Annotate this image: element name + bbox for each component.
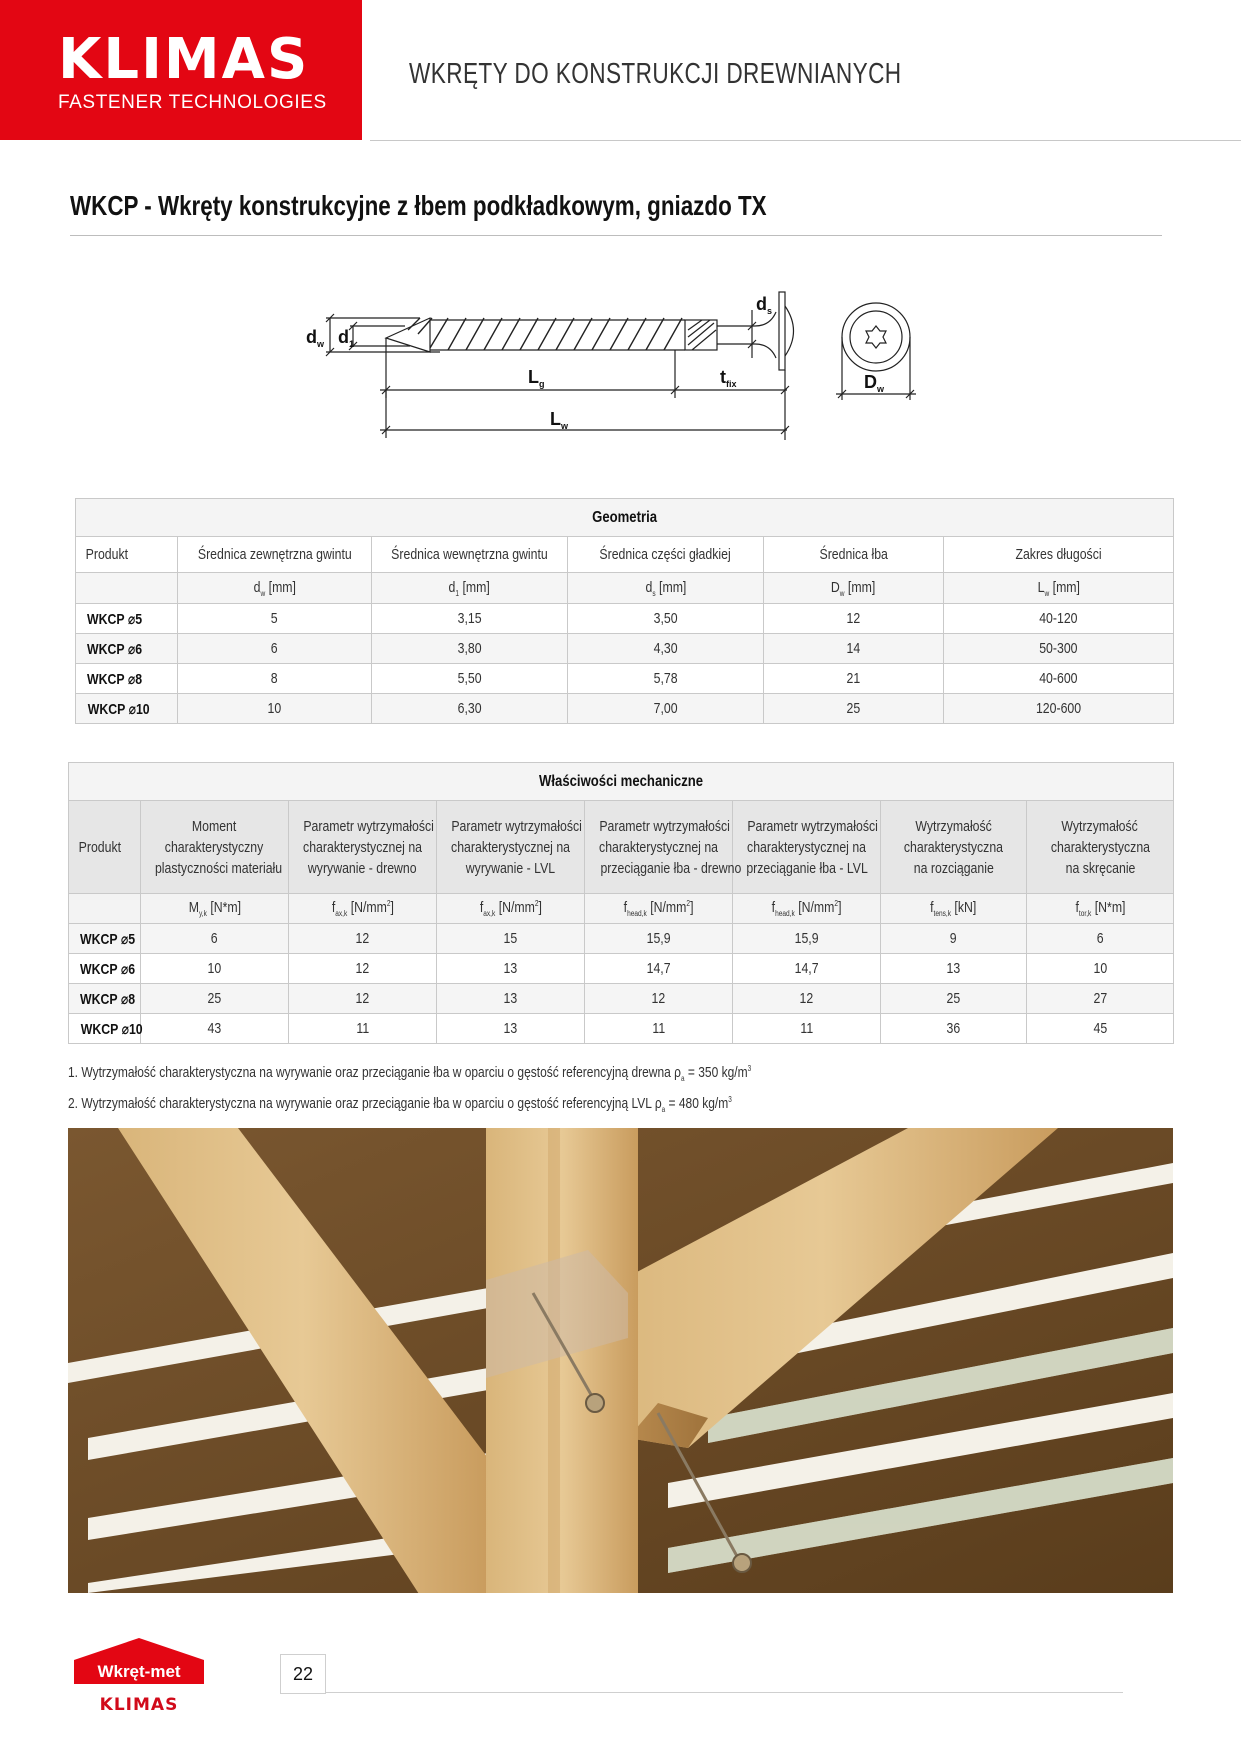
table-row: [69, 1014, 1174, 1044]
label-lg: $L_g$: [528, 367, 545, 389]
footnotes: [68, 1058, 922, 1120]
unit-label: $f_{tor,k}$ [N*m]: [1075, 899, 1126, 918]
cell-value: 13: [503, 990, 518, 1007]
column-header: Parametr wytrzymałości charakterystycznej na wyrywanie - drewno: [289, 801, 437, 894]
cell-value: 10: [207, 960, 222, 977]
product-name: WKCP ⌀5: [87, 610, 143, 628]
label-tfix: $t_{fix}$: [720, 367, 737, 389]
geometry-unit-row: [76, 573, 1174, 604]
table-row: [76, 634, 1174, 664]
klimas-logo: KLIMAS: [58, 27, 310, 92]
column-header: Moment charakterystyczny plastyczności materiału: [141, 801, 289, 894]
unit-label: $f_{ax,k}$ $[N/mm^2]$: [479, 899, 542, 918]
column-header: Średnica zewnętrzna gwintu: [197, 546, 352, 563]
label-ds: $d_s$: [756, 294, 773, 316]
product-name: WKCP ⌀10: [87, 700, 150, 718]
page-header-title: WKRĘTY DO KONSTRUKCJI DREWNIANYCH: [409, 58, 902, 90]
label-Dw: $D_w$: [864, 372, 885, 394]
cell-value: 27: [1093, 990, 1107, 1007]
table-row: [76, 694, 1174, 724]
cell-value: 43: [207, 1020, 222, 1037]
cell-value: 11: [652, 1020, 665, 1037]
brand-header-block: [0, 0, 362, 140]
column-header: Wytrzymałość charakterystyczna na skręcanie: [1027, 801, 1174, 894]
product-name: WKCP ⌀8: [87, 670, 143, 688]
mechanical-properties-table: [68, 762, 1174, 1044]
table-row: [76, 604, 1174, 634]
unit-label: $M_{y,k}$ [N*m]: [188, 899, 241, 918]
cell-value: 14,7: [794, 960, 819, 977]
cell-value: 25: [207, 990, 222, 1007]
column-header: Zakres długości: [1015, 546, 1102, 563]
brand-tagline: FASTENER TECHNOLOGIES: [58, 92, 327, 113]
cell-value: 21: [846, 670, 861, 687]
cell-value: 5,50: [457, 670, 482, 687]
geometry-table: [75, 498, 1174, 724]
unit-label: $d_w$ [mm]: [253, 578, 296, 598]
unit-label: $f_{ax,k}$ $[N/mm^2]$: [331, 899, 394, 918]
cell-value: 10: [1093, 960, 1107, 977]
unit-label: $d_s$ [mm]: [645, 578, 686, 598]
label-lw: $L_w$: [550, 409, 569, 431]
cell-value: 3,15: [457, 610, 482, 627]
cell-value: 13: [503, 960, 518, 977]
cell-value: 11: [800, 1020, 813, 1037]
footer-divider: [325, 1692, 1123, 1693]
cell-value: 15: [503, 930, 518, 947]
cell-value: 10: [267, 700, 282, 717]
footnote-1: 1. Wytrzymałość charakterystyczna na wyrywanie oraz przeciąganie łba w oparciu o gęstość referencyjną drewna $\rho_a = 350$ $kg/m^3$: [68, 1064, 752, 1083]
cell-value: 13: [503, 1020, 518, 1037]
label-d1: $d_1$: [338, 327, 355, 349]
column-header: Produkt: [78, 838, 122, 856]
cell-value: 6,30: [457, 700, 482, 717]
geometry-header-row: [76, 537, 1174, 573]
table-row: [76, 664, 1174, 694]
unit-label: $f_{head,k}$ $[N/mm^2]$: [771, 899, 842, 918]
page-number: 22: [280, 1654, 326, 1694]
product-name: WKCP ⌀5: [80, 930, 136, 948]
table-row: [69, 924, 1174, 954]
cell-value: 12: [355, 990, 370, 1007]
header-divider: [370, 140, 1241, 141]
column-header: Średnica części gładkiej: [599, 546, 732, 563]
cell-value: 13: [946, 960, 961, 977]
product-name: WKCP ⌀8: [80, 990, 136, 1008]
cell-value: 5,78: [653, 670, 678, 687]
cell-value: 25: [846, 700, 861, 717]
cell-value: 3,80: [457, 640, 482, 657]
unit-label: $D_w$ [mm]: [831, 578, 876, 598]
column-header: Produkt: [85, 546, 129, 563]
product-name: WKCP ⌀6: [80, 960, 136, 978]
mechanical-title-row: [69, 763, 1174, 801]
svg-text:Wkręt-met: Wkręt-met: [97, 1662, 181, 1681]
cell-value: 12: [355, 960, 370, 977]
mechanical-table-title: Właściwości mechaniczne: [539, 772, 704, 790]
cell-value: 40-600: [1039, 670, 1078, 687]
cell-value: 12: [651, 990, 666, 1007]
column-header: Średnica łba: [819, 546, 888, 563]
cell-value: 36: [946, 1020, 961, 1037]
column-header: Parametr wytrzymałości charakterystycznej na przeciąganie łba - drewno: [585, 801, 733, 894]
screw-dimension-drawing: [290, 290, 950, 450]
cell-value: 14: [846, 640, 861, 657]
footnote-2: 2. Wytrzymałość charakterystyczna na wyrywanie oraz przeciąganie łba w oparciu o gęstość referencyjną LVL $\rho_a = 480$ $kg/m^3$: [68, 1095, 732, 1114]
cell-value: 12: [799, 990, 814, 1007]
unit-label: $L_w$ [mm]: [1037, 578, 1080, 598]
cell-value: 7,00: [653, 700, 678, 717]
cell-value: 120-600: [1035, 700, 1082, 717]
geometry-title-row: [76, 499, 1174, 537]
cell-value: 50-300: [1039, 640, 1078, 657]
cell-value: 15,9: [646, 930, 671, 947]
product-name: WKCP ⌀10: [80, 1020, 143, 1038]
table-row: [69, 984, 1174, 1014]
mechanical-unit-row: [69, 894, 1174, 924]
cell-value: 8: [271, 670, 278, 687]
unit-label: $d_1$ [mm]: [448, 578, 491, 598]
cell-value: 3,50: [653, 610, 678, 627]
column-header: Parametr wytrzymałości charakterystycznej na przeciąganie łba - LVL: [733, 801, 881, 894]
column-header: Parametr wytrzymałości charakterystycznej na wyrywanie - LVL: [437, 801, 585, 894]
product-name: WKCP ⌀6: [87, 640, 143, 658]
cell-value: 5: [271, 610, 278, 627]
label-dw: $d_w$: [306, 327, 325, 349]
cell-value: 11: [356, 1020, 369, 1037]
cell-value: 40-120: [1039, 610, 1078, 627]
cell-value: 9: [950, 930, 957, 947]
unit-label: $f_{head,k}$ $[N/mm^2]$: [623, 899, 694, 918]
cell-value: 6: [1096, 930, 1104, 947]
section-divider: [70, 235, 1162, 236]
column-header: Średnica wewnętrzna gwintu: [391, 546, 548, 563]
unit-label: $f_{tens,k}$ [kN]: [930, 899, 977, 918]
cell-value: 6: [271, 640, 278, 657]
wkret-met-klimas-logo: [72, 1638, 207, 1718]
section-title: WKCP - Wkręty konstrukcyjne z łbem podkładkowym, gniazdo TX: [70, 190, 767, 221]
cell-value: 25: [946, 990, 961, 1007]
cell-value: 45: [1093, 1020, 1107, 1037]
svg-text:KLIMAS: KLIMAS: [99, 1695, 179, 1715]
cell-value: 14,7: [646, 960, 671, 977]
table-row: [69, 954, 1174, 984]
mechanical-header-row: [69, 801, 1174, 894]
geometry-table-title: Geometria: [592, 508, 657, 526]
cell-value: 4,30: [653, 640, 678, 657]
product-application-photo: [68, 1128, 1173, 1593]
cell-value: 12: [355, 930, 370, 947]
cell-value: 6: [211, 930, 218, 947]
column-header: Wytrzymałość charakterystyczna na rozciąganie: [881, 801, 1027, 894]
cell-value: 12: [846, 610, 861, 627]
cell-value: 15,9: [794, 930, 819, 947]
